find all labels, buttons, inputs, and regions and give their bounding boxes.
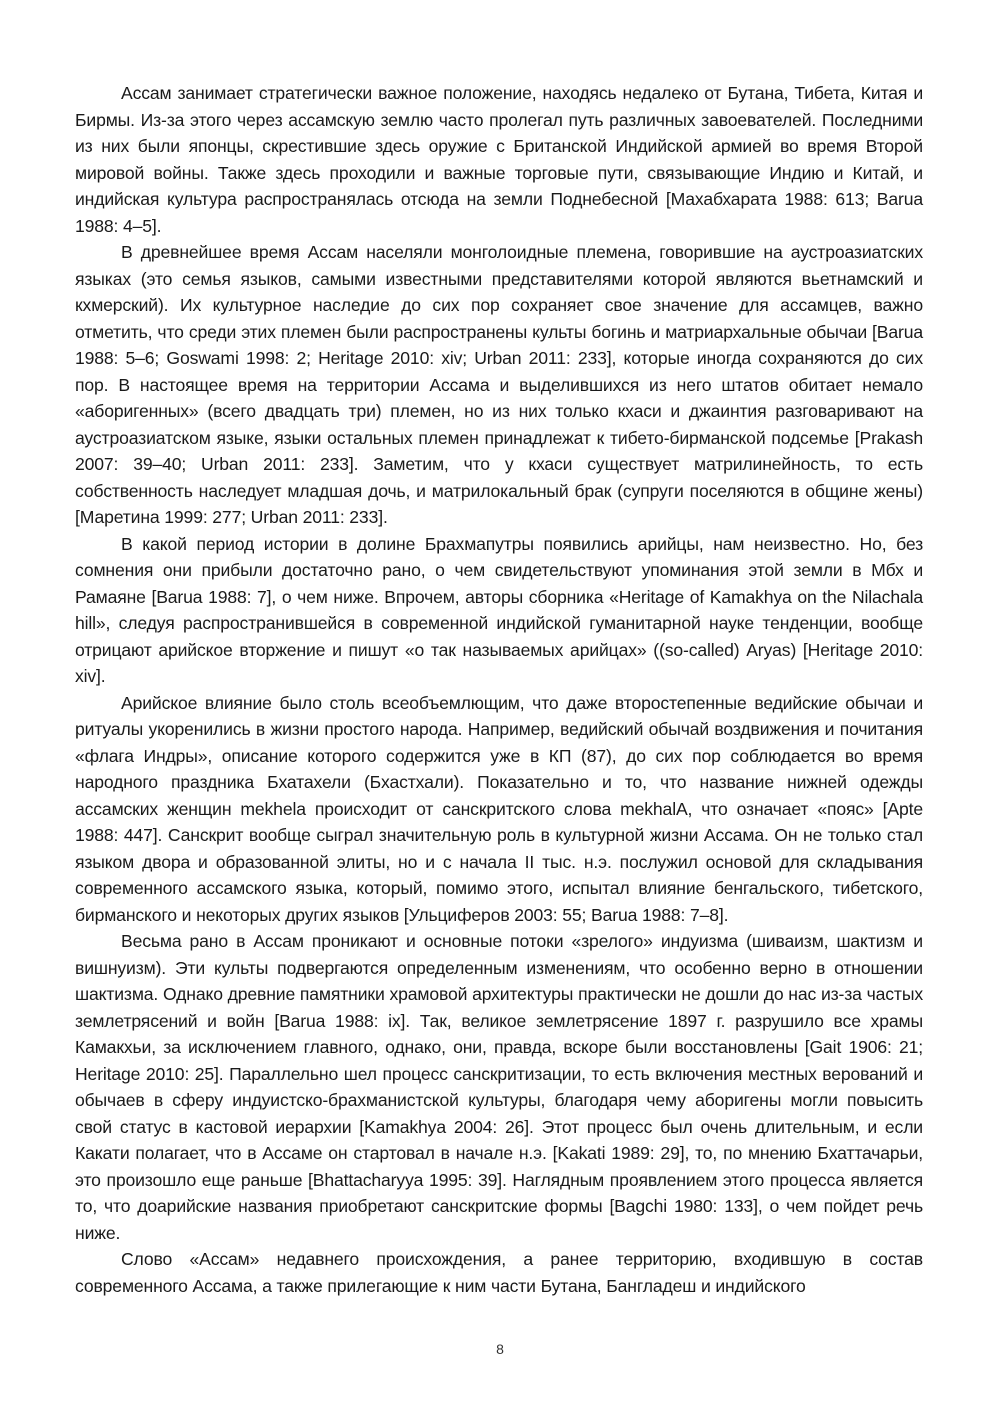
page-body <box>75 80 923 1299</box>
page-number: 8 <box>496 1341 504 1357</box>
paragraph-4: Арийское влияние было столь всеобъемлющим, что даже второстепенные ведийские обычаи и ритуалы укоренились в жизни простого народа. Например, ведийский обычай воздвижения и почитания «флага Индры», описание которого содержится уже в КП (87), до сих пор соблюдается во время народного праздника Бхатахели (Бхастхали). Показательно и то, что название нижней одежды ассамских женщин mekhela происходит от санскритского слова mekhalA, что означает «пояс» [Apte 1988: 447]. Санскрит вообще сыграл значительную роль в культурной жизни Ассама. Он не только стал языком двора и образованной элиты, но и с начала II тыс. н.э. послужил основой для складывания современного ассамского языка, который, помимо этого, испытал влияние бенгальского, тибетского, бирманского и некоторых других языков [Ульциферов 2003: 55; Barua 1988: 7–8]. <box>75 692 923 925</box>
paragraph-5: Весьма рано в Ассам проникают и основные потоки «зрелого» индуизма (шиваизм, шактизм и вишнуизм). Эти культы подвергаются определенным изменениям, что особенно верно в отношении шактизма. Однако древние памятники храмовой архитектуры практически не дошли до нас из-за частых землетрясений и войн [Barua 1988: ix]. Так, великое землетрясение 1897 г. разрушило все храмы Камакхьи, за исключением главного, однако, они, правда, вскоре были восстановлены [Gait 1906: 21; Heritage 2010: 25]. Параллельно шел процесс санскритизации, то есть включения местных верований и обычаев в сферу индуистско-брахманистской культуры, благодаря чему аборигены могли повысить свой статус в кастовой иерархии [Kamakhya 2004: 26]. Этот процесс был очень длительным, и если Какати полагает, что в Ассаме он стартовал в начале н.э. [Kakati 1989: 29], то, по мнению Бхаттачарьи, это произошло еще раньше [Bhattacharyya 1995: 39]. Наглядным проявлением этого процесса является то, что доарийские названия приобретают санскритские формы [Bagchi 1980: 133], о чем пойдет речь ниже. <box>75 931 923 1243</box>
paragraph-1: Ассам занимает стратегически важное положение, находясь недалеко от Бутана, Тибета, Китая и Бирмы. Из-за этого через ассамскую землю часто пролегал путь различных завоевателей. Последними из них были японцы, скрестившие здесь оружие с Британской Индийской армией во время Второй мировой войны. Также здесь проходили и важные торговые пути, связывающие Индию и Китай, и индийская культура распространялась отсюда на земли Поднебесной [Махабхарата 1988: 613; Barua 1988: 4–5]. <box>75 83 923 236</box>
paragraph-6: Слово «Ассам» недавнего происхождения, а ранее территорию, входившую в состав современного Ассама, а также прилегающие к ним части Бутана, Бангладеш и индийского <box>75 1249 923 1296</box>
paragraph-3: В какой период истории в долине Брахмапутры появились арийцы, нам неизвестно. Но, без сомнения они прибыли достаточно рано, о чем свидетельствуют упоминания этой земли в Мбх и Рамаяне [Barua 1988: 7], о чем ниже. Впрочем, авторы сборника «Heritage of Kamakhya on the Nilachala hill», следуя распространившейся в современной индийской гуманитарной науке тенденции, вообще отрицают арийское вторжение и пишут «о так называемых арийцах» ((so-called) Aryas) [Heritage 2010: xiv]. <box>75 533 923 686</box>
paragraph-2: В древнейшее время Ассам населяли монголоидные племена, говорившие на аустроазиатских языках (это семья языков, самыми известными представителями которой являются вьетнамский и кхмерский). Их культурное наследие до сих пор сохраняет свое значение для ассамцев, важно отметить, что среди этих племен были распространены культы богинь и матриархальные обычаи [Barua 1988: 5–6; Goswami 1998: 2; Heritage 2010: xiv; Urban 2011: 233], которые иногда сохраняются до сих пор. В настоящее время на территории Ассама и выделившихся из него штатов обитает немало «аборигенных» (всего двадцать три) племен, но из них только кхаси и джаинтия разговаривают на аустроазиатском языке, языки остальных племен принадлежат к тибето-бирманской подсемье [Prakash 2007: 39–40; Urban 2011: 233]. Заметим, что у кхаси существует матрилинейность, то есть собственность наследует младшая дочь, и матрилокальный брак (супруги поселяются в общине жены) [Маретина 1999: 277; Urban 2011: 233]. <box>75 242 923 527</box>
